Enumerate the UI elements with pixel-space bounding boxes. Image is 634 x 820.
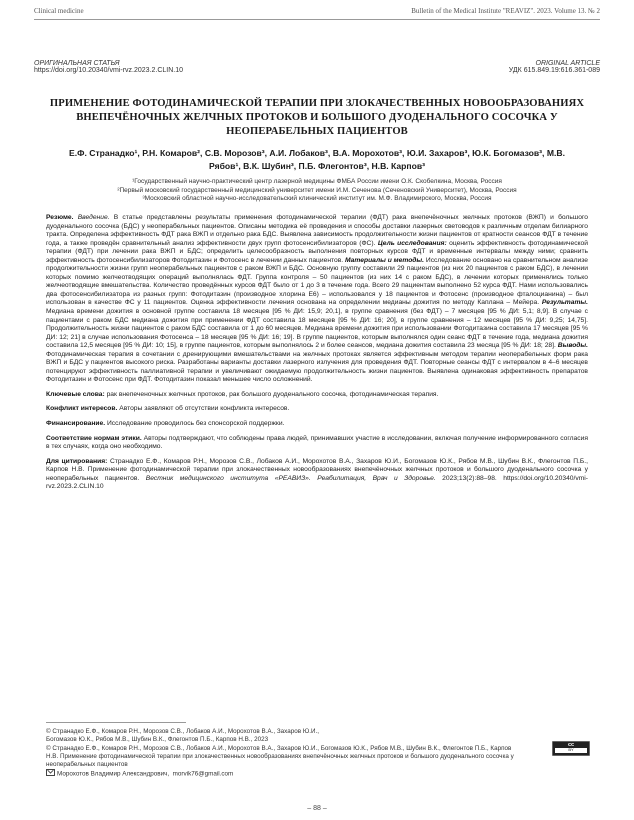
article-type-en: ORIGINAL ARTICLE (535, 60, 600, 67)
header-divider (34, 19, 600, 20)
running-header (34, 7, 600, 17)
ethics-paragraph (46, 435, 588, 452)
citation-paragraph (46, 458, 588, 492)
cc-by-license-icon[interactable] (552, 741, 590, 756)
conclusions-text: Фотодинамическая терапия в сочетании с дренирующими вмешательствами на желчных протоках является эффективным методом терапии неоперабельных форм рака ВЖП и БДС у пациентов высокого риска. Разработаны варианты доставки лазерного излучения для проведения ФДТ. Повторные сеансы ФДТ с интервалом в 4–6 месяцев потенцируют эффективность паллиативной терапии и увеличивают ожидаемую продолжительность жизни пациентов. Выявлена одинаковая эффективность препаратов Фотодитазин и Фотосенс при ФДТ. Фотодитазин показал меньшее число осложнений. (46, 350, 588, 384)
aim-label: Цель исследования: (377, 239, 447, 247)
article-type-ru: ОРИГИНАЛЬНАЯ СТАТЬЯ (34, 60, 120, 67)
article-title: ПРИМЕНЕНИЕ ФОТОДИНАМИЧЕСКОЙ ТЕРАПИИ ПРИ ЗЛОКАЧЕСТВЕННЫХ НОВООБРАЗОВАНИЯХ ВНЕПЕЧЁНОЧНЫХ ЖЕЛЧНЫХ ПРОТОКОВ И БОЛЬШОГО ДУОДЕНАЛЬНОГО СОСОЧКА У НЕОПЕРАБЕЛЬНЫХ ПАЦИЕНТОВ (49, 98, 585, 137)
abstract-paragraph (46, 214, 588, 385)
abstract-label: Резюме. (46, 214, 74, 221)
citation-label: Для цитирования: (46, 457, 108, 465)
abstract-block (46, 214, 588, 498)
ethics-text: Авторы подтверждают, что соблюдены права людей, принимавших участие в исследовании, включая получение информированного согласия в тех случаях, когда оно необходимо. (46, 434, 588, 451)
funding-text: Исследование проводилось без спонсорской поддержки. (105, 420, 285, 428)
conflict-label: Конфликт интересов. (46, 405, 118, 413)
intro-text: В статье представлены результаты применения фотодинамической терапии (ФДТ) рака внепечёночных желчных протоков (ВЖП) и большого дуоденального сосочка (БДС) у неоперабельных пациентов. Описаны методика её проведения и способы доставки лазерных световодов к различным отделам билиарного тракта. Определена эффективность ФДТ рака ВЖП и отдельно рака БДС. Выявлена зависимость продолжительности жизни пациентов от кратности сеансов ФДТ в течение года, а также проведён сравнительный анализ эффективности двух групп фотосенсибилизаторов (ФС). (46, 214, 588, 247)
copyright-line: © Странадко Е.Ф., Комаров Р.Н., Морозов С.В., Лобаков А.И., Морохотов В.А., Захаров Ю.И., Богомазов Ю.К., Рябов М.В., Шубин В.К., Флегонтов П.Б., Карпов Н.В. Применение фотодинамической терапии при злокачественных новообразованиях внепечёночных желчных протоков и большого дуоденального сосочка у неоперабельных пациентов (46, 744, 514, 769)
results-label: Результаты. (541, 299, 588, 307)
intro-label: Введение. (77, 214, 110, 221)
keywords-text: рак внепеченочных желчных протоков, рак большого дуоденального сосочка, фотодинамическая терапия. (104, 390, 439, 398)
citation-tail: 2023;13(2):88–98. https://doi.org/10.20340/vmi-rvz.2023.2.CLIN.10 (46, 474, 588, 491)
keywords-label: Ключевые слова: (46, 390, 105, 398)
cc-logo-text: cc (567, 742, 575, 748)
doi-link[interactable]: https://doi.org/10.20340/vmi-rvz.2023.2.CLIN.10 (34, 67, 184, 74)
conflict-paragraph (46, 405, 588, 414)
results-text: Медиана времени дожития в основной группе составила 18 месяцев [95 % ДИ: 15,9; 20,1], в группе сравнения (без ФДТ) – 7 месяцев [95 % ДИ: 5,1; 8,9]. В случае с пациентами с раком БДС медиана дожития при применении ФДТ составила 18 месяцев [95 % ДИ: 16; 20], в группе сравнения – 12 месяцев [95 % ДИ: 9,25; 14,75]. Продолжительность жизни пациентов с раком БДС составила от 1 до 60 месяцев. Медиана времени дожития при использовании Фотодитазина составила 17 месяцев [95 % ДИ: 12; 21] в случае использования Фотосенса – 18 месяцев [95 % ДИ: 16; 19]. В группе пациентов, которым выполнялся один сеанс ФДТ в течение года, медиана дожития составила 12,5 месяцев [95 % ДИ: 10; 15], в группе пациентов, которым выполнялось 2 и более сеансов, медиана дожития составила 23 месяца [95 % ДИ: 18; 28]. (46, 308, 588, 350)
footer-divider (46, 722, 186, 723)
contact-line (46, 769, 516, 779)
affiliations (60, 178, 574, 204)
ethics-label: Соответствие нормам этики. (46, 434, 142, 442)
conflict-text: Авторы заявляют об отсутствии конфликта интересов. (117, 405, 290, 413)
copyright-line: © Странадко Е.Ф., Комаров Р.Н., Морозов С.В., Лобаков А.И., Морохотов В.А., Захаров Ю.И., (46, 728, 319, 735)
funding-paragraph (46, 420, 588, 429)
conclusions-label: Выводы. (557, 342, 588, 350)
page-number: – 88 – (307, 805, 327, 812)
citation-text: Странадко Е.Ф., Комаров Р.Н., Морозов С.В., Лобаков А.И., Морохотов В.А., Захаров Ю.И., Богомазов Ю.К., Рябов М.В., Шубин В.К., Флегонтов П.Б., Карпов Н.В. Применение фотодинамической терапии при злокачественных новообразованиях внепечёночных желчных протоков и большого дуоденального сосочка у неоперабельных пациентов. (46, 457, 588, 482)
funding-label: Финансирование. (46, 420, 106, 428)
author-list: Е.Ф. Странадко¹, Р.Н. Комаров², С.В. Морозов³, А.И. Лобаков³, В.А. Морохотов³, Ю.И. Захаров³, Ю.К. Богомазов³, М.В. Рябов¹, В.К. Шубин³, П.Б. Флегонтов³, Н.В. Карпов³ (69, 148, 565, 171)
aim-text: оценить эффективность фотодинамической терапии (ФДТ) при лечении рака ВЖП и БДС; определить целесообразность выполнения повторных курсов ФДТ и временные интервалы между ними; сравнить эффективность фотосенсибилизаторов Фотодитазин и Фотосенс в лечении данных пациентов. (46, 239, 589, 264)
article-meta (34, 60, 600, 80)
header-bulletin: Bulletin of the Medical Institute "REAVIZ". 2023. Volume 13. № 2 (411, 7, 600, 15)
copyright-block (46, 728, 516, 779)
envelope-icon (46, 769, 55, 776)
methods-text: Исследование основано на сравнительном анализе продолжительности жизни групп неоперабельных пациентов с раком ВЖП и БДС. Основную группу составили 29 пациентов (из них 20 пациентов с раком БДС), в лечении которых помимо желчеотводящих операций выполнялась ФДТ. Группа контроля – 50 пациентов (из них 14 с раком БДС), в лечении которых применялись только желчеотводящие вмешательства. Количество проведённых курсов ФДТ было от 1 до 3 в течение года. Всего 29 пациентам выполнено 52 курса ФДТ. Нами использовались два фотосенсибилизатора из разных групп: Фотодитазин (производное хлорина Е6) – использовался у 18 пациентов и Фотосенс (производное фталоцианина) – был использован в качестве ФС у 11 пациентов. Оценка эффективности лечения основана на определении медианы дожития по методу Каплана – Мейера. (46, 256, 588, 307)
keywords-paragraph (46, 391, 588, 400)
cc-by-text: BY (555, 748, 587, 753)
citation-journal: Вестник медицинского института «РЕАВИЗ». Реабилитация, Врач и Здоровье. (145, 474, 436, 482)
udc-code: УДК 615.849.19:616.361-089 (508, 67, 600, 74)
affiliation-item: ³Московский областной научно-исследовательский клинический институт им. М.Ф. Владимирского, Москва, Россия (142, 195, 492, 203)
methods-label: Материалы и методы. (345, 256, 424, 264)
contact-email[interactable]: morvik76@gmail.com (172, 770, 234, 778)
affiliation-item: ²Первый московский государственный медицинский университет имени И.М. Сеченова (Сеченовский Университет), Москва, Россия (117, 186, 517, 194)
copyright-line: Богомазов Ю.К., Рябов М.В., Шубин В.К., Флегонтов П.Б., Карпов Н.В., 2023 (46, 736, 269, 744)
affiliation-item: ¹Государственный научно-практический центр лазерной медицины ФМБА России имени О.К. Скобелкина, Москва, Россия (132, 178, 502, 185)
header-journal-section: Clinical medicine (34, 7, 84, 15)
contact-name: Морохотов Владимир Александрович, (57, 770, 170, 778)
